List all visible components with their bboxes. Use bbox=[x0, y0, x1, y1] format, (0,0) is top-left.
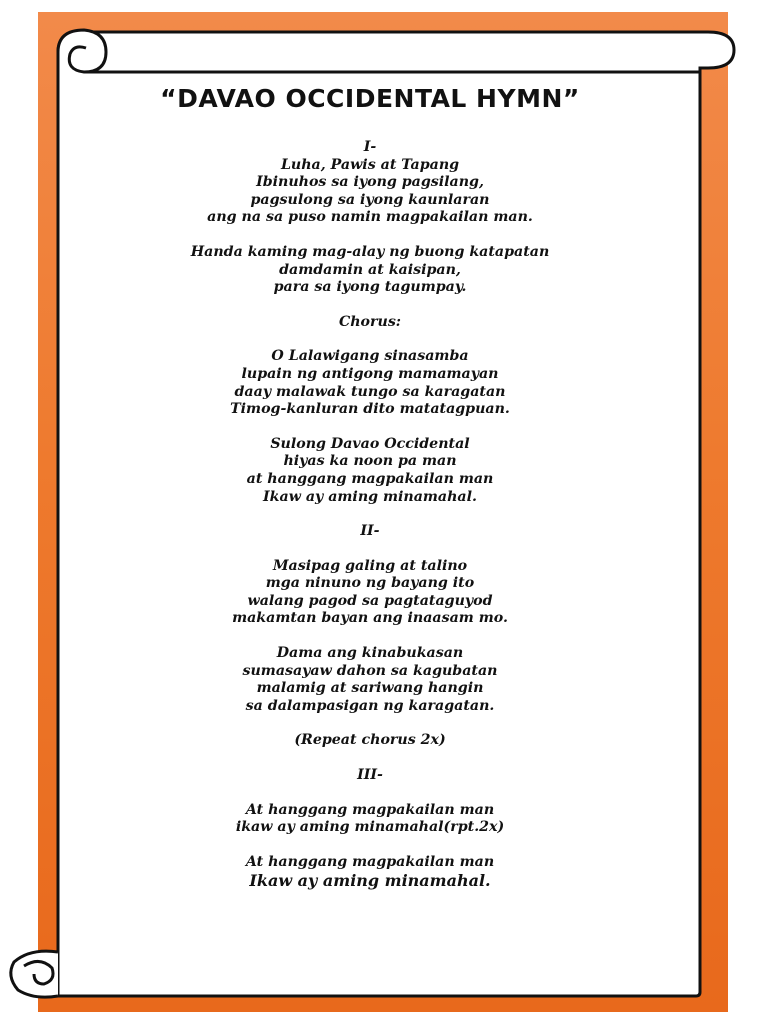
lyric-line: sumasayaw dahon sa kagubatan bbox=[242, 662, 498, 679]
stanza bbox=[110, 436, 630, 506]
lyric-line: (Repeat chorus 2x) bbox=[294, 732, 446, 749]
stanza bbox=[110, 854, 630, 891]
hymn-stanzas bbox=[110, 139, 630, 890]
lyric-line: walang pagod sa pagtataguyod bbox=[247, 592, 493, 609]
lyric-line: II- bbox=[360, 523, 380, 540]
lyric-line: I- bbox=[363, 139, 377, 155]
lyric-line: mga ninuno ng bayang ito bbox=[265, 575, 475, 592]
lyric-line: daay malawak tungo sa karagatan bbox=[234, 383, 506, 400]
stanza bbox=[110, 802, 630, 837]
stanza bbox=[110, 523, 630, 541]
stanza bbox=[110, 314, 630, 332]
lyric-line: At hanggang magpakailan man bbox=[245, 801, 495, 818]
lyric-line: Ikaw ay aming minamahal. bbox=[249, 871, 491, 891]
lyric-line: makamtan bayan ang inaasam mo. bbox=[232, 610, 508, 627]
lyric-line: damdamin at kaisipan, bbox=[279, 261, 461, 278]
lyric-line: Masipag galing at talino bbox=[272, 557, 468, 574]
stanza bbox=[110, 139, 630, 227]
stanza bbox=[110, 348, 630, 418]
hymn-title: “DAVAO OCCIDENTAL HYMN” bbox=[160, 84, 580, 113]
lyric-line: at hanggang magpakailan man bbox=[246, 470, 494, 487]
lyric-line: Ikaw ay aming minamahal. bbox=[263, 488, 477, 505]
lyric-line: ikaw ay aming minamahal(rpt.2x) bbox=[235, 819, 505, 836]
lyric-line: Luha, Pawis at Tapang bbox=[280, 156, 460, 173]
stanza bbox=[110, 244, 630, 297]
lyric-line: ang na sa puso namin magpakailan man. bbox=[207, 209, 533, 226]
stanza bbox=[110, 767, 630, 785]
lyric-line: hiyas ka noon pa man bbox=[283, 453, 457, 470]
lyric-line: Sulong Davao Occidental bbox=[270, 435, 470, 452]
lyric-line: Ibinuhos sa iyong pagsilang, bbox=[256, 174, 484, 191]
stanza bbox=[110, 558, 630, 628]
lyric-line: malamig at sariwang hangin bbox=[256, 680, 484, 697]
lyric-line: III- bbox=[357, 767, 383, 784]
lyric-line: sa dalampasigan ng karagatan. bbox=[245, 697, 495, 714]
lyric-line: Handa kaming mag-alay ng buong katapatan bbox=[190, 243, 550, 260]
lyric-line: Dama ang kinabukasan bbox=[276, 645, 464, 662]
lyric-line: Timog-kanluran dito matatagpuan. bbox=[230, 401, 510, 418]
lyric-line: O Lalawigang sinasamba bbox=[271, 348, 469, 365]
lyric-line: para sa iyong tagumpay. bbox=[273, 279, 467, 296]
stanza bbox=[110, 645, 630, 715]
stanza bbox=[110, 732, 630, 750]
lyric-line: lupain ng antigong mamamayan bbox=[241, 365, 499, 382]
lyric-line: pagsulong sa iyong kaunlaran bbox=[250, 191, 490, 208]
lyric-line: At hanggang magpakailan man bbox=[245, 853, 495, 870]
lyric-line: Chorus: bbox=[338, 313, 402, 330]
hymn-content bbox=[110, 84, 630, 907]
